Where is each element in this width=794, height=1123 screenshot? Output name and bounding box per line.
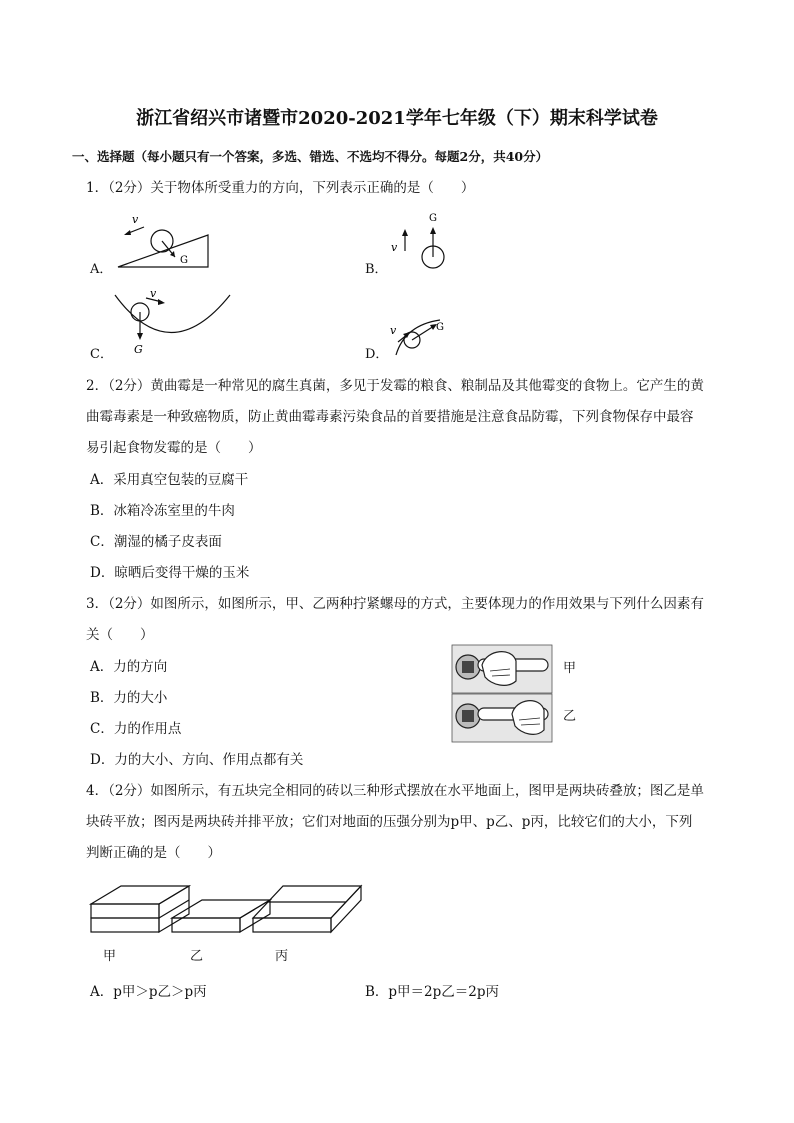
q1d-v-label: v bbox=[390, 324, 397, 337]
question-2-line-2: 曲霉毒素是一种致癌物质，防止黄曲霉毒素污染食品的首要措施是注意食品防霉，下列食物保存中最容 bbox=[86, 409, 694, 425]
question-3-line-2: 关（ ） bbox=[86, 627, 154, 643]
q3-label-yi: 乙 bbox=[563, 709, 577, 724]
q1a-v-label: v bbox=[132, 213, 139, 226]
page-title: 浙江省绍兴市诸暨市2020-2021学年七年级（下）期末科学试卷 bbox=[136, 108, 658, 129]
q3-wrench-figure-jia bbox=[452, 645, 552, 695]
question-3-line-1: 3．（2分）如图所示，如图所示，甲、乙两种拧紧螺母的方式，主要体现力的作用效果与下列什么因素有 bbox=[86, 596, 704, 612]
q1-option-a-label: A． bbox=[90, 262, 113, 277]
question-4-line-2: 块砖平放；图丙是两块砖并排平放；它们对地面的压强分别为p甲、p乙、p丙，比较它们的大小，下列 bbox=[86, 814, 693, 830]
brick-pair-bing bbox=[253, 886, 361, 932]
question-2-line-1: 2．（2分）黄曲霉是一种常见的腐生真菌，多见于发霉的粮食、粮制品及其他霉变的食物上。它产生的黄 bbox=[86, 378, 704, 394]
q1-option-d-label: D． bbox=[365, 347, 389, 362]
question-2-line-3: 易引起食物发霉的是（ ） bbox=[86, 440, 262, 456]
q4-label-jia: 甲 bbox=[103, 949, 117, 964]
q1a-g-label: G bbox=[180, 255, 188, 266]
q2-option-b: B．冰箱冷冻室里的牛肉 bbox=[90, 503, 235, 519]
q1-figure-b bbox=[385, 205, 455, 275]
question-1-stem: 1．（2分）关于物体所受重力的方向，下列表示正确的是（ ） bbox=[86, 180, 475, 196]
q3-label-jia: 甲 bbox=[563, 661, 577, 676]
q3-option-d: D．力的大小、方向、作用点都有关 bbox=[90, 752, 304, 768]
q1-figure-d bbox=[390, 320, 470, 360]
q1-figure-a-incline bbox=[110, 205, 220, 275]
q3-option-c: C．力的作用点 bbox=[90, 721, 182, 737]
question-4-line-3: 判断正确的是（ ） bbox=[86, 845, 221, 861]
question-4-line-1: 4．（2分）如图所示，有五块完全相同的砖以三种形式摆放在水平地面上，图甲是两块砖叠放；图乙是单 bbox=[86, 783, 704, 799]
q1c-g-label: G bbox=[134, 343, 143, 356]
q4-label-yi: 乙 bbox=[190, 949, 204, 964]
q1-figure-c bbox=[110, 287, 240, 360]
q1c-v-label: v bbox=[150, 287, 157, 300]
q4-label-bing: 丙 bbox=[275, 949, 289, 964]
q3-wrench-figure-yi bbox=[452, 694, 552, 744]
q1-option-b-label: B． bbox=[365, 262, 388, 277]
q1-option-c-label: C． bbox=[90, 347, 113, 362]
q3-option-a: A．力的方向 bbox=[90, 659, 168, 675]
q1d-g-label: G bbox=[436, 322, 444, 333]
q4-option-b: B．p甲＝2p乙＝2p丙 bbox=[365, 984, 500, 1000]
q2-option-c: C．潮湿的橘子皮表面 bbox=[90, 534, 222, 550]
q1b-v-label: v bbox=[391, 241, 398, 254]
q2-option-d: D．晾晒后变得干燥的玉米 bbox=[90, 565, 250, 581]
brick-stack-jia bbox=[91, 886, 189, 932]
q1b-g-label: G bbox=[429, 213, 437, 224]
q4-option-a: A．p甲＞p乙＞p丙 bbox=[90, 984, 207, 1000]
q2-option-a: A．采用真空包装的豆腐干 bbox=[90, 472, 249, 488]
q3-option-b: B．力的大小 bbox=[90, 690, 168, 706]
q4-bricks-figure bbox=[88, 880, 388, 940]
section-heading: 一、选择题（每小题只有一个答案，多选、错选、不选均不得分。每题2分，共40分） bbox=[72, 149, 549, 164]
